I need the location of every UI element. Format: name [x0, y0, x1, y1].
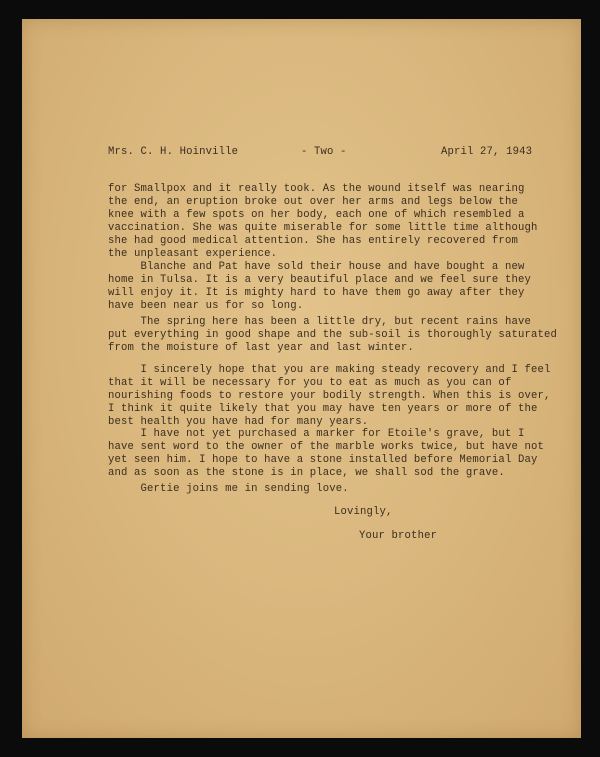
- paragraph-spring: The spring here has been a little dry, but recent rains have put everything in good shape and the sub-soil is thoroughly saturated from the moisture of last year and last winter.: [108, 316, 558, 354]
- paragraph-marker: I have not yet purchased a marker for Etoile's grave, but I have sent word to the owner of the marble works twice, but have not yet seen him. I hope to have a stone installed before Memorial Day and as soon as the stone is in place, we shall sod the grave.: [108, 428, 544, 479]
- letter-page: [22, 19, 581, 738]
- paragraph-recovery: I sincerely hope that you are making steady recovery and I feel that it will be necessary for you to eat as much as you can of nourishing foods to restore your bodily strength. When this is over, I think it quite likely that you may have ten years or more of the best health you have had for many years.: [108, 364, 551, 428]
- paragraph-love: Gertie joins me in sending love.: [108, 483, 349, 495]
- recipient-header: Mrs. C. H. Hoinville: [108, 146, 239, 158]
- paragraph-smallpox: for Smallpox and it really took. As the wound itself was nearing the end, an eruption broke out over her arms and legs below the knee with a few spots on her body, each one of which resembled a vaccination. She was quite miserable for some little time although she had good medical attention. She has entirely recovered from the unpleasant experience.: [108, 183, 538, 260]
- signature: Your brother: [359, 530, 438, 542]
- letter-date: April 27, 1943: [441, 146, 533, 158]
- paragraph-blanche-pat: Blanche and Pat have sold their house and have bought a new home in Tulsa. It is a very beautiful place and we feel sure they will enjoy it. It is mighty hard to have them go away after they have been near us for so long.: [108, 261, 531, 312]
- page-number: - Two -: [301, 146, 347, 158]
- closing: Lovingly,: [334, 506, 393, 518]
